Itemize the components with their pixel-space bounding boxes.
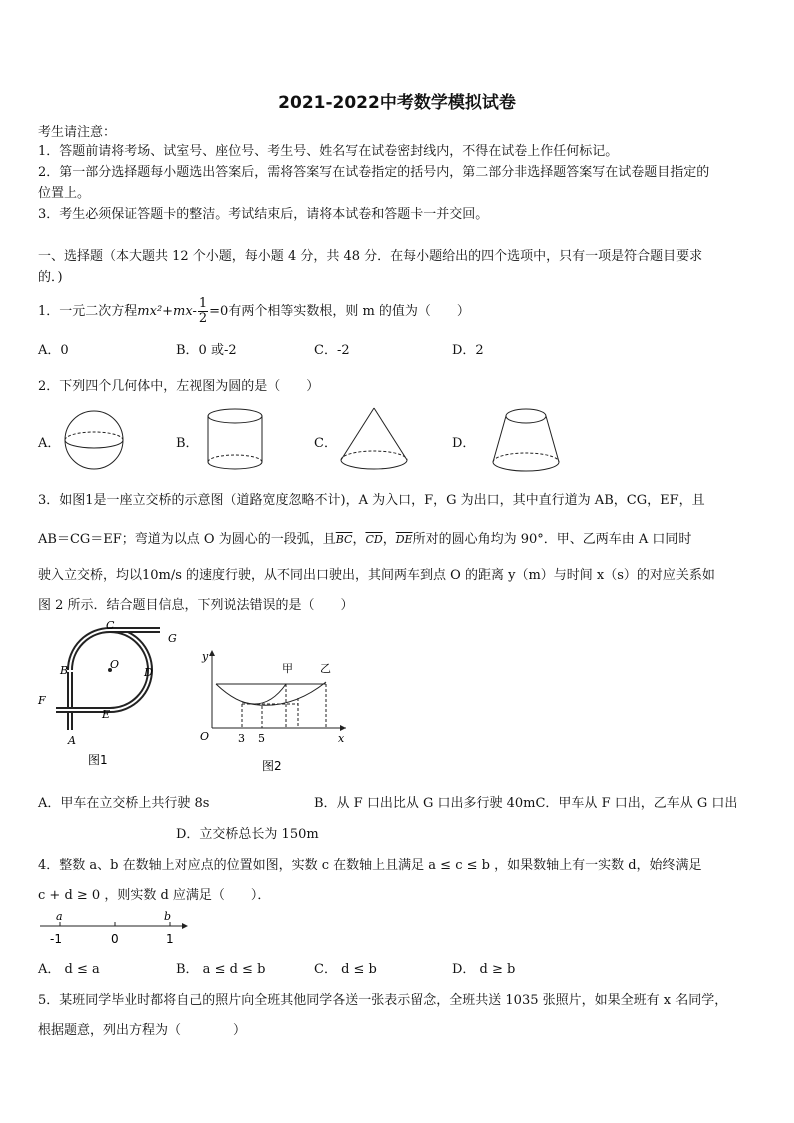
- question-3-line3: 驶入立交桥，均以10m/s 的速度行驶，从不同出口驶出，其间两车到点 O 的距离 y（m）与时间 x（s）的对应关系如: [38, 568, 715, 583]
- label-jia: 甲: [282, 662, 293, 675]
- q2-label-b: B．: [176, 436, 199, 451]
- q1-frac-den: 2: [198, 311, 208, 326]
- q2-label-d: D．: [452, 436, 476, 451]
- tick-3: 3: [238, 732, 245, 745]
- notice-item: 2．第一部分选择题每小题选出答案后，需将答案写在试卷指定的括号内，第二部分非选择题答案写在试卷题目指定的: [38, 165, 710, 180]
- q4-option-d: D． d ≥ b: [452, 962, 516, 977]
- notice-item: 1．答题前请将考场、试室号、座位号、考生号、姓名写在试卷密封线内，不得在试卷上作任何标记。: [38, 144, 619, 159]
- q3-option-a: A．甲车在立交桥上共行驶 8s: [38, 796, 210, 811]
- q1-prefix: 1．一元二次方程: [38, 304, 138, 319]
- q1-option-b: B．0 或-2: [176, 343, 237, 358]
- graph-x-label: x: [338, 732, 345, 745]
- arc-cd: $\overline{CD}$: [365, 533, 383, 546]
- q1-fraction: [198, 297, 208, 326]
- q3-option-d: D．立交桥总长为 150m: [176, 827, 319, 842]
- q1-option-d: D．2: [452, 343, 484, 358]
- notice-item: 位置上。: [38, 186, 91, 201]
- sphere-figure: [60, 408, 130, 472]
- q2-label-c: C．: [314, 436, 337, 451]
- question-4-line2: c + d ≥ 0 ，则实数 d 应满足（ ）．: [38, 888, 271, 903]
- q4-option-a: A． d ≤ a: [38, 962, 100, 977]
- axis-label-b: b: [164, 910, 172, 923]
- section-heading: 一、选择题（本大题共 12 个小题，每小题 4 分，共 48 分．在每小题给出的四个选项中，只有一项是符合题目要求: [38, 249, 703, 264]
- q1-option-a: A．0: [38, 343, 69, 358]
- question-3-line2: AB＝CG＝EF；弯道为以点 O 为圆心的一段弧，且$\overline{BC}$，$\overline{CD}$，$\overline{DE}$所对的圆心角均为 90°．甲、乙两车由 A 口同时: [38, 532, 692, 547]
- axis-label-a: a: [56, 910, 63, 923]
- page-title: 2021-2022中考数学模拟试卷: [278, 93, 516, 113]
- label-yi: 乙: [320, 662, 331, 675]
- question-3-line1: 3．如图1是一座立交桥的示意图（道路宽度忽略不计)，A 为入口，F，G 为出口，其中直行道为 AB，CG，EF，且: [38, 493, 705, 508]
- label-f: F: [38, 694, 46, 707]
- tick-5: 5: [258, 732, 265, 745]
- q1-eq-a: mx²+mx-: [137, 304, 197, 319]
- q1-option-c: C．-2: [314, 343, 350, 358]
- label-o: O: [110, 658, 120, 671]
- label-a: A: [68, 734, 76, 747]
- label-c: C: [106, 619, 115, 632]
- cone-figure: [336, 404, 412, 472]
- question-1-stem: [38, 297, 470, 326]
- q1-eq-b: =0: [209, 304, 229, 319]
- label-g: G: [168, 632, 177, 645]
- arc-de: $\overline{DE}$: [395, 533, 413, 546]
- notice-item: 3．考生必须保证答题卡的整洁。考试结束后，请将本试卷和答题卡一并交回。: [38, 207, 489, 222]
- graph-y-label: y: [202, 650, 209, 663]
- q3-option-b: B．从 F 口出比从 G 口出多行驶 40mC．甲车从 F 口出，乙车从 G 口出: [314, 796, 738, 811]
- tick-neg1: -1: [50, 932, 62, 946]
- question-3-line4: 图 2 所示．结合题目信息，下列说法错误的是（ ）: [38, 598, 354, 613]
- figure-1-caption: 图1: [88, 753, 108, 767]
- tick-1: 1: [166, 932, 174, 946]
- tick-0: 0: [111, 932, 119, 946]
- label-d: D: [144, 666, 153, 679]
- label-e: E: [102, 708, 111, 721]
- label-b: B: [60, 664, 69, 677]
- question-2-stem: 2．下列四个几何体中，左视图为圆的是（ ）: [38, 379, 320, 394]
- notice-heading: 考生请注意：: [38, 125, 117, 140]
- q3-line2a: AB＝CG＝EF；弯道为以点 O 为圆心的一段弧，且: [38, 532, 336, 547]
- q3-line2b: 所对的圆心角均为 90°．甲、乙两车由 A 口同时: [412, 532, 692, 547]
- q4-option-c: C． d ≤ b: [314, 962, 377, 977]
- q1-suffix: 有两个相等实数根，则 m 的值为（ ）: [228, 304, 470, 319]
- graph-origin-label: O: [200, 730, 210, 743]
- question-4-line1: 4．整数 a、b 在数轴上对应点的位置如图，实数 c 在数轴上且满足 a ≤ c ≤ b ，如果数轴上有一实数 d，始终满足: [38, 858, 702, 873]
- frustum-figure: [488, 404, 564, 474]
- distance-time-graph: [196, 648, 356, 778]
- q1-frac-num: 1: [198, 296, 208, 311]
- cylinder-figure: [204, 406, 266, 472]
- q4-option-b: B． a ≤ d ≤ b: [176, 962, 266, 977]
- section-heading-cont: 的．): [38, 270, 63, 285]
- interchange-diagram: [36, 620, 186, 770]
- question-5-line2: 根据题意，列出方程为（ ）: [38, 1023, 247, 1038]
- number-line: [36, 908, 196, 948]
- arc-bc: $\overline{BC}$: [335, 533, 353, 546]
- figure-2-caption: 图2: [262, 759, 282, 773]
- question-5-line1: 5．某班同学毕业时都将自己的照片向全班其他同学各送一张表示留念，全班共送 1035 张照片，如果全班有 x 名同学，: [38, 993, 728, 1008]
- q2-label-a: A．: [38, 436, 61, 451]
